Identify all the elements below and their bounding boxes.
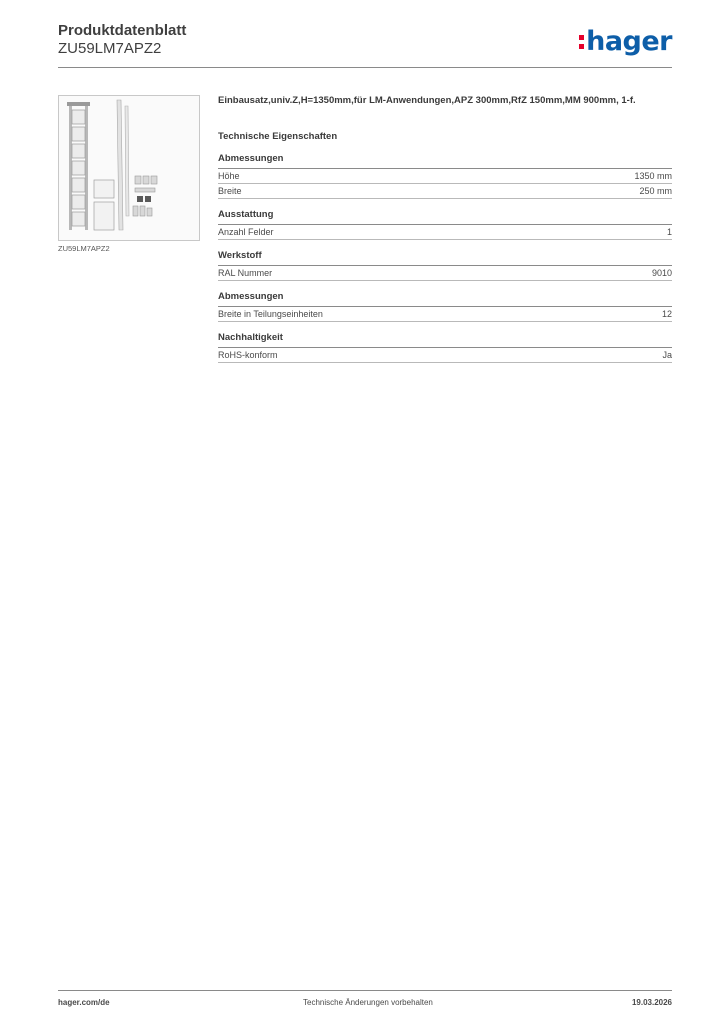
spec-value: Ja: [662, 350, 672, 360]
spec-value: 12: [661, 309, 672, 319]
footer-divider: [58, 990, 672, 991]
hager-logo: [579, 26, 672, 57]
product-image: [58, 95, 200, 241]
logo-colon-icon: [579, 33, 584, 51]
spec-row: [218, 348, 672, 363]
spec-row: [218, 184, 672, 199]
logo-text: hager: [586, 26, 672, 57]
spec-label: RAL Nummer: [218, 268, 273, 278]
spec-value: 9010: [651, 268, 672, 278]
spec-label: Breite in Teilungseinheiten: [218, 309, 323, 319]
spec-row: [218, 225, 672, 240]
image-caption: ZU59LM7APZ2: [58, 244, 110, 253]
page-title: Produktdatenblatt: [58, 22, 187, 39]
spec-group-title: Nachhaltigkeit: [218, 332, 672, 348]
spec-group-title: Werkstoff: [218, 250, 672, 266]
product-description: Einbausatz,univ.Z,H=1350mm,für LM-Anwendungen,APZ 300mm,RfZ 150mm,MM 900mm, 1-f.: [218, 95, 636, 106]
spec-group-title: Ausstattung: [218, 209, 672, 225]
spec-value: 1: [666, 227, 672, 237]
footer-notice: Technische Änderungen vorbehalten: [303, 998, 433, 1007]
spec-value: 250 mm: [639, 186, 672, 196]
spec-row: [218, 266, 672, 281]
spec-label: Höhe: [218, 171, 240, 181]
spec-label: Breite: [218, 186, 242, 196]
footer-date: 19.03.2026: [631, 998, 672, 1007]
document-header: [58, 22, 186, 58]
spec-row: [218, 307, 672, 322]
spec-row: [218, 169, 672, 184]
spec-label: Anzahl Felder: [218, 227, 274, 237]
spec-group: [218, 153, 672, 199]
spec-value: 1350 mm: [634, 171, 672, 181]
spec-group: [218, 250, 672, 281]
spec-group: [218, 209, 672, 240]
spec-content: [218, 95, 672, 363]
header-divider: [58, 67, 672, 68]
spec-group-title: Abmessungen: [218, 153, 672, 169]
spec-group: [218, 291, 672, 322]
footer-website-link[interactable]: hager.com/de: [58, 998, 110, 1007]
specs-section-title: Technische Eigenschaften: [218, 131, 338, 142]
spec-group: [218, 332, 672, 363]
article-number: ZU59LM7APZ2: [58, 40, 162, 57]
spec-group-title: Abmessungen: [218, 291, 672, 307]
spec-label: RoHS-konform: [218, 350, 278, 360]
product-illustration: [59, 96, 199, 240]
